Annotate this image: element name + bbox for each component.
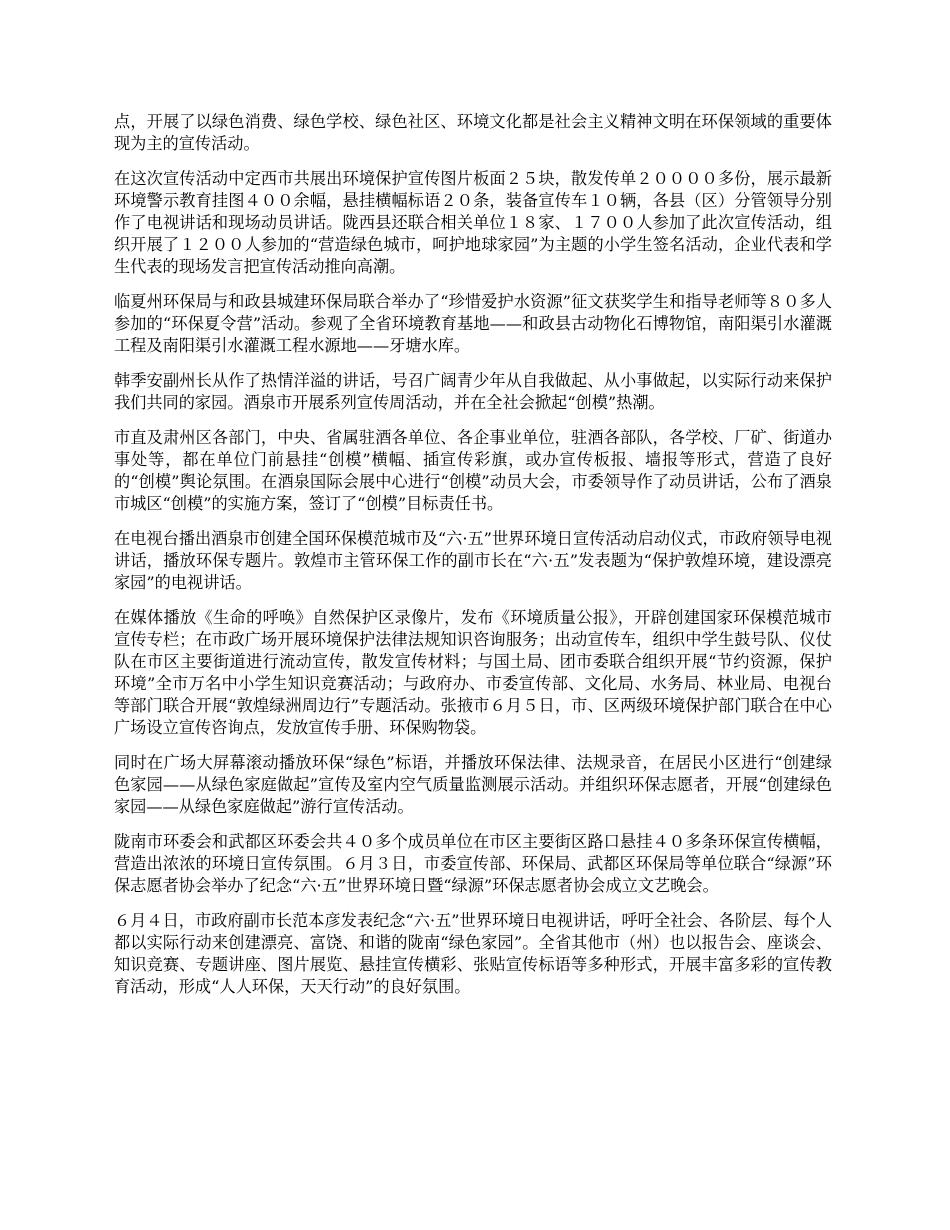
paragraph: 市直及肃州区各部门，中央、省属驻酒各单位、各企事业单位，驻酒各部队，各学校、厂矿、街道办事处等，都在单位门前悬挂“创模”横幅、插宣传彩旗，或办宣传板报、墙报等形式，营造了良好的“创模”舆论氛围。在酒泉国际会展中心进行“创模”动员大会，市委领导作了动员讲话，公布了酒泉市城区“创模”的实施方案，签订了“创模”目标责任书。 [114,428,832,513]
paragraph: 韩季安副州长从作了热情洋溢的讲话，号召广阔青少年从自我做起、从小事做起，以实际行动来保护我们共同的家园。酒泉市开展系列宣传周活动，并在全社会掀起“创模”热潮。 [114,371,832,412]
document-body [114,111,832,1011]
paragraph: 在这次宣传活动中定西市共展出环境保护宣传图片板面２５块，散发传单２００００多份，展示最新环境警示教育挂图４００余幅，悬挂横幅标语２０条，装备宣传车１０辆，各县（区）分管领导分别作了电视讲话和现场动员讲话。陇西县还联合相关单位１８家、１７００人参加了此次宣传活动，组织开展了１２００人参加的“营造绿色城市，呵护地球家园”为主题的小学生签名活动，企业代表和学生代表的现场发言把宣传活动推向高潮。 [114,169,832,276]
paragraph: 在媒体播放《生命的呼唤》自然保护区录像片，发布《环境质量公报》，开辟创建国家环保模范城市宣传专栏；在市政广场开展环境保护法律法规知识咨询服务；出动宣传车，组织中学生鼓号队、仪仗队在市区主要街道进行流动宣传，散发宣传材料；与国土局、团市委联合组织开展“节约资源，保护环境”全市万名中小学生知识竞赛活动；与政府办、市委宣传部、文化局、水务局、林业局、电视台等部门联合开展“敦煌绿洲周边行”专题活动。张掖市６月５日，市、区两级环境保护部门联合在中心广场设立宣传咨询点，发放宣传手册、环保购物袋。 [114,608,832,737]
paragraph: 在电视台播出酒泉市创建全国环保模范城市及“六·五”世界环境日宣传活动启动仪式，市政府领导电视讲话，播放环保专题片。敦煌市主管环保工作的副市长在“六·五”发表题为“保护敦煌环境，建设漂亮家园”的电视讲话。 [114,529,832,592]
paragraph: 陇南市环委会和武都区环委会共４０多个成员单位在市区主要街区路口悬挂４０多条环保宣传横幅，营造出浓浓的环境日宣传氛围。６月３日，市委宣传部、环保局、武都区环保局等单位联合“绿源”环保志愿者协会举办了纪念“六·五”世界环境日暨“绿源”环保志愿者协会成立文艺晚会。 [114,832,832,895]
paragraph: 临夏州环保局与和政县城建环保局联合举办了“珍惜爱护水资源”征文获奖学生和指导老师等８０多人参加的“环保夏令营”活动。参观了全省环境教育基地——和政县古动物化石博物馆，南阳渠引水灌溉工程及南阳渠引水灌溉工程水源地——牙塘水库。 [114,292,832,355]
paragraph: ６月４日，市政府副市长范本彦发表纪念“六·五”世界环境日电视讲话，呼吁全社会、各阶层、每个人都以实际行动来创建漂亮、富饶、和谐的陇南“绿色家园”。全省其他市（州）也以报告会、座谈会、知识竞赛、专题讲座、图片展览、悬挂宣传横彩、张贴宣传标语等多种形式，开展丰富多彩的宣传教育活动，形成“人人环保，天天行动”的良好氛围。 [114,911,832,996]
paragraph: 点，开展了以绿色消费、绿色学校、绿色社区、环境文化都是社会主义精神文明在环保领域的重要体现为主的宣传活动。 [114,112,832,153]
paragraph: 同时在广场大屏幕滚动播放环保“绿色”标语，并播放环保法律、法规录音，在居民小区进行“创建绿色家园——从绿色家庭做起”宣传及室内空气质量监测展示活动。并组织环保志愿者，开展“创建绿色家园——从绿色家庭做起”游行宣传活动。 [114,753,832,816]
